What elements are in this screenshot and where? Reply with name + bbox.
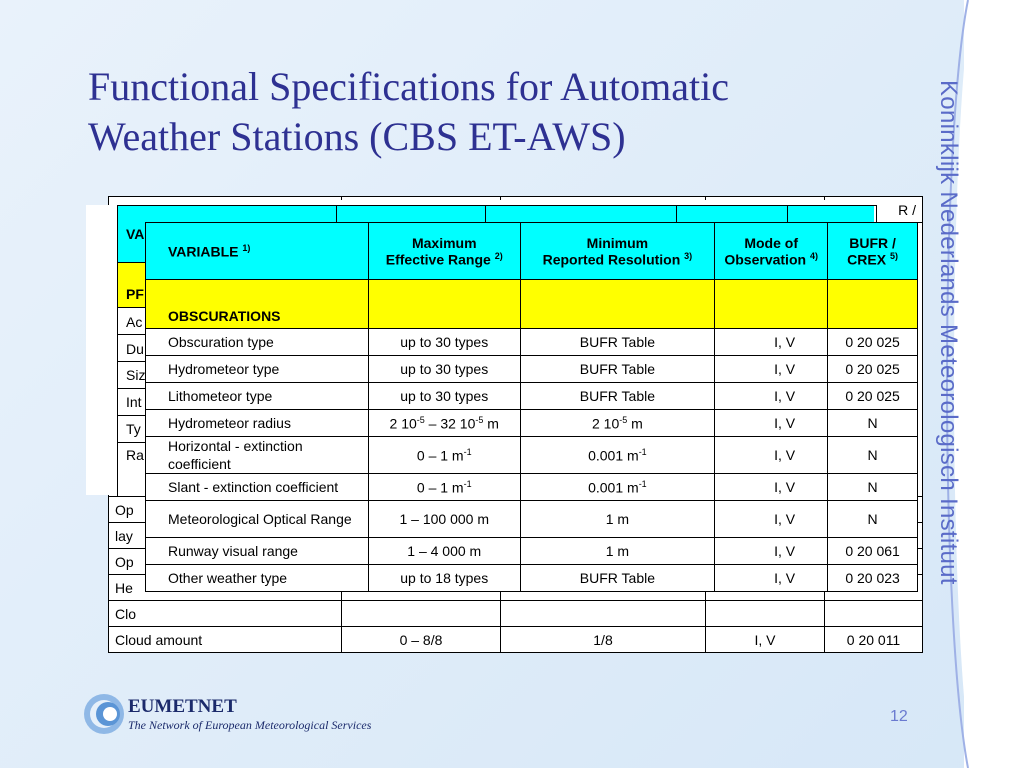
middle-fragment: Du (126, 341, 144, 357)
table-row: Slant - extinction coefficient 0 – 1 $m^{-1}$ 0.001 $m^{-1}$ I, V N (146, 474, 918, 501)
middle-fragment: Int (126, 394, 142, 410)
side-institute-text: Koninklijk Nederlands Meteorologisch Instituut (935, 80, 962, 585)
middle-fragment: PF (126, 286, 144, 302)
back-row: Op (109, 497, 923, 523)
table-row: Meteorological Optical Range 1 – 100 000 m 1 m I, V N (146, 501, 918, 538)
back-header-fragment: R / (825, 197, 923, 223)
middle-fragment: Ty (126, 421, 141, 437)
eumetnet-logo-icon (82, 692, 126, 736)
section-title: OBSCURATIONS (146, 280, 369, 329)
table-header-row (146, 223, 918, 280)
header-mode: Mode of Observation $^{4)}$ (715, 223, 828, 280)
table-row: Hydrometeor type up to 30 types BUFR Table I, V 0 20 025 (146, 356, 918, 383)
back-row: lay (109, 523, 923, 549)
back-row: Clo (109, 601, 923, 627)
table-row: Obscuration type up to 30 types BUFR Table I, V 0 20 025 (146, 329, 918, 356)
back-row-cloud-amount: Cloud amount 0 – 8/8 1/8 I, V 0 20 011 (109, 627, 923, 653)
footer-org: EUMETNET (128, 696, 237, 717)
header-max-range: Maximum Effective Range $^{2)}$ (368, 223, 520, 280)
page-number: 12 (890, 708, 908, 725)
middle-fragment: Ra (126, 447, 144, 463)
footer-tagline: The Network of European Meteorological Services (128, 718, 372, 732)
middle-fragment: Siz (126, 367, 146, 383)
middle-fragment: VA (126, 226, 145, 242)
back-row: He (109, 575, 923, 601)
specifications-table (145, 222, 918, 592)
table-row: Other weather type up to 18 types BUFR Table I, V 0 20 023 (146, 565, 918, 592)
slide-title: Functional Specifications for Automatic Weather Stations (CBS ET-AWS) (88, 64, 729, 159)
middle-fragment: Ac (126, 314, 143, 330)
section-row (146, 280, 918, 329)
table-row: Lithometeor type up to 30 types BUFR Table I, V 0 20 025 (146, 383, 918, 410)
back-row: Op (109, 549, 923, 575)
white-margin (86, 205, 116, 495)
table-row: Horizontal - extinction coefficient 0 – 1 $m^{-1}$ 0.001 $m^{-1}$ I, V N (146, 437, 918, 474)
header-min-resolution: Minimum Reported Resolution $^{3)}$ (520, 223, 715, 280)
header-code: BUFR / CREX $^{5)}$ (828, 223, 918, 280)
header-variable: VARIABLE $^{1)}$ (146, 223, 369, 280)
table-row: Hydrometeor radius 2 $10^{-5} - 32$ $10^{-5}$ m 2 $10^{-5}$ m I, V N (146, 410, 918, 437)
table-row: Runway visual range 1 – 4 000 m 1 m I, V 0 20 061 (146, 538, 918, 565)
